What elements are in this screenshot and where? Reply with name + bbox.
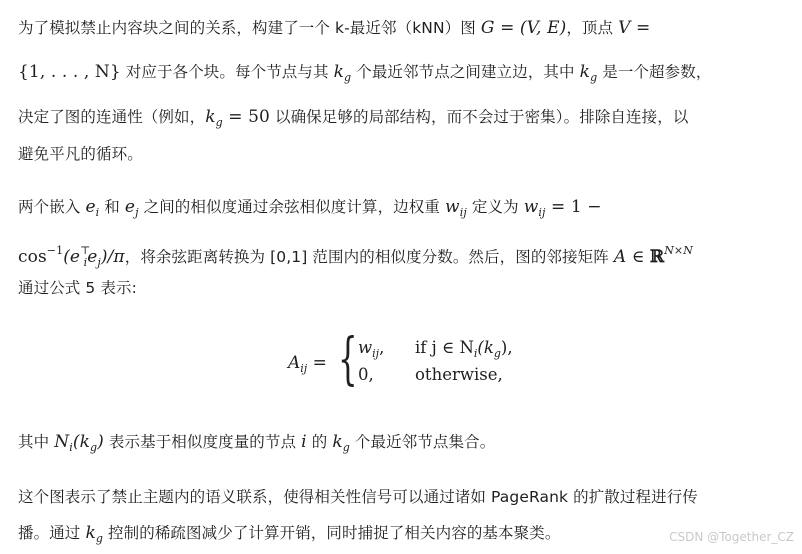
math-sub: g: [590, 71, 598, 84]
math-sub: ij: [459, 206, 467, 219]
text: 和: [99, 198, 125, 216]
math-sup: N×N: [664, 244, 693, 257]
math-graph: G = (V, E): [480, 18, 567, 38]
math-cos: cos: [18, 247, 47, 267]
equation-cell: 0,: [358, 365, 374, 384]
text: ，顶点: [566, 19, 619, 37]
math: ): [97, 432, 104, 452]
math-sub: j: [135, 206, 139, 219]
math-w: w: [445, 197, 460, 217]
math-sup: ⊤: [80, 244, 91, 257]
para1-line2: [18, 61, 711, 89]
text: 决定了图的连通性（例如，: [18, 108, 206, 126]
math-value: = 50: [222, 107, 270, 127]
math-w: w: [358, 338, 373, 357]
para3-line1: [18, 431, 495, 459]
math-k: k: [332, 432, 343, 452]
math: (e: [63, 247, 81, 267]
text: 定义为: [466, 198, 524, 216]
math-comma: ,: [379, 338, 385, 357]
para1-line1: [18, 17, 650, 39]
math-reals: ℝ: [649, 247, 665, 267]
text: 控制的稀疏图减少了计算开销，同时捕捉了相关内容的基本聚类。: [103, 524, 561, 542]
math-tail: = 1 −: [545, 197, 602, 217]
equation-row-1: [358, 338, 513, 360]
text: 个最近邻节点集合。: [349, 433, 496, 451]
text: 通过公式 5 表示:: [18, 279, 137, 297]
watermark: CSDN @Together_CZ: [669, 530, 794, 544]
math: (k: [72, 432, 90, 452]
math-vertex-set: {1, . . . , N}: [18, 62, 121, 82]
para4-line2: [18, 522, 560, 550]
math-k: k: [333, 62, 345, 82]
text: 为了模拟禁止内容块之间的关系，构建了一个 k-最近邻（kNN）图: [18, 19, 481, 37]
text: 是一个超参数，: [597, 63, 712, 81]
adjacency-equation: [288, 327, 548, 394]
text: 对应于各个块。每个节点与其: [120, 63, 334, 81]
text: 个最近邻节点之间建立边，其中: [351, 63, 580, 81]
equation-row-2: [358, 365, 503, 384]
math: )/π: [100, 247, 125, 267]
math-k: k: [579, 62, 591, 82]
math-in: ∈: [626, 247, 650, 267]
math-sub: i: [83, 256, 88, 269]
math-k: k: [205, 107, 216, 127]
text: 避免平凡的循环。: [18, 145, 143, 163]
text: 表示基于相似度度量的节点: [103, 433, 302, 451]
math: e: [87, 247, 98, 267]
equation-condition: [415, 338, 513, 360]
math-sub: i: [95, 206, 100, 219]
math-N: N: [54, 432, 70, 452]
math-sub: ij: [538, 206, 546, 219]
math-sub: ij: [372, 347, 380, 360]
para4-line1: [18, 486, 698, 508]
math-w: w: [523, 197, 539, 217]
equation-lhs: [288, 353, 327, 375]
math-k: k: [85, 523, 96, 543]
text: 这个图表示了禁止主题内的语义联系，使得相关性信号可以通过诸如 PageRank 的扩散过程进行传: [18, 488, 698, 506]
math-sup: −1: [46, 244, 64, 257]
math-sub: i: [473, 347, 478, 360]
math-A: A: [613, 247, 627, 267]
math-cond: if j ∈ N: [415, 338, 474, 357]
para2-line1: [18, 196, 602, 224]
text: 以确保足够的局部结构，而不会过于密集）。排除自连接，以: [269, 108, 689, 126]
equation-cell: [358, 338, 402, 360]
equation-condition: otherwise,: [415, 365, 503, 384]
math-cond: ),: [500, 338, 513, 357]
text: 的: [306, 433, 333, 451]
math-sub: g: [95, 532, 103, 545]
text: 两个嵌入: [18, 198, 86, 216]
math-vertex: V =: [618, 18, 651, 38]
math-e: e: [124, 197, 136, 217]
math-A: A: [288, 353, 301, 373]
equation-brace: {: [338, 327, 358, 392]
math-sub: ij: [300, 362, 308, 375]
math-sub: g: [493, 347, 501, 360]
math-sub: g: [89, 441, 98, 454]
math-cond: (k: [477, 338, 494, 357]
text: 播。通过: [18, 524, 86, 542]
math-sub: j: [97, 256, 101, 269]
math-sub: g: [342, 441, 350, 454]
math-e: e: [85, 197, 96, 217]
para2-line3: [18, 277, 137, 299]
math-sub: i: [69, 441, 73, 454]
para1-line4: [18, 143, 143, 165]
math-i: i: [301, 432, 307, 452]
math-sub: g: [344, 71, 352, 84]
math-eq: =: [307, 353, 327, 373]
text: 之间的相似度通过余弦相似度计算，边权重: [138, 198, 446, 216]
para1-line3: [18, 106, 688, 134]
text: 其中: [18, 433, 55, 451]
para2-line2: [18, 240, 693, 274]
text: ，将余弦距离转换为 [0,1] 范围内的相似度分数。然后，图的邻接矩阵: [124, 248, 614, 266]
math-sub: g: [215, 116, 223, 129]
